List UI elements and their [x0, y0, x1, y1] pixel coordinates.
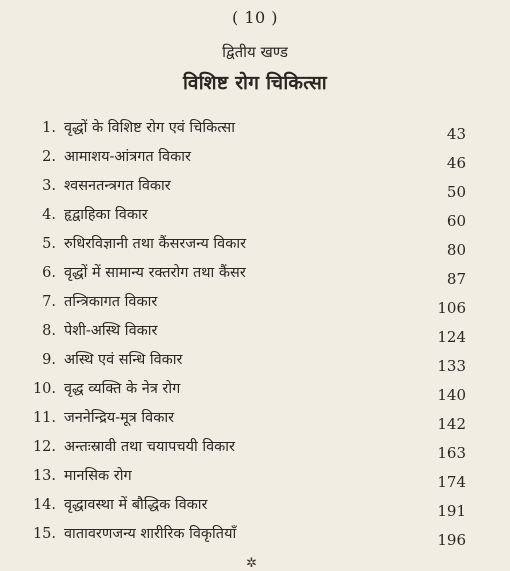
- toc-entry: [0, 350, 510, 379]
- toc-entry-number: 7.: [42, 294, 56, 310]
- toc-entry-page: 196: [437, 531, 466, 549]
- toc-entry: [0, 234, 510, 263]
- toc-entry-number: 8.: [42, 323, 56, 339]
- toc-entry: [0, 118, 510, 147]
- toc-entry-page: 46: [446, 154, 466, 172]
- toc-entry-title: अस्थि एवं सन्धि विकार: [64, 352, 183, 368]
- toc-entry: [0, 524, 510, 553]
- toc-entry-title: वातावरणजन्य शारीरिक विकृतियाँ: [64, 526, 237, 542]
- page-number: ( 10 ): [231, 8, 278, 27]
- toc-entry: [0, 408, 510, 437]
- toc-entry-number: 1.: [42, 120, 56, 136]
- toc-entry-title: वृद्ध व्यक्ति के नेत्र रोग: [64, 381, 181, 397]
- toc-entry-page: 106: [437, 299, 466, 317]
- toc-entry: [0, 176, 510, 205]
- toc-entry-page: 174: [437, 473, 466, 491]
- toc-entry-number: 9.: [42, 352, 56, 368]
- toc-entry-page: 133: [437, 357, 466, 375]
- toc-entry-title: वृद्धों के विशिष्ट रोग एवं चिकित्सा: [64, 120, 235, 136]
- toc-entry-number: 11.: [32, 410, 56, 426]
- toc-entry-title: पेशी-अस्थि विकार: [64, 323, 158, 339]
- toc-entry-title: जननेन्द्रिय-मूत्र विकार: [64, 410, 175, 426]
- toc-entry: [0, 495, 510, 524]
- toc-entry-number: 15.: [32, 526, 56, 542]
- toc-entry-title: मानसिक रोग: [64, 468, 132, 484]
- toc-entry-number: 5.: [42, 236, 56, 252]
- toc-entry: [0, 205, 510, 234]
- toc-entry-number: 14.: [32, 497, 56, 513]
- toc-entry-number: 10.: [32, 381, 56, 397]
- toc-entry-title: आमाशय-आंत्रगत विकार: [64, 149, 191, 165]
- toc-entry-number: 13.: [32, 468, 56, 484]
- toc-entry-title: तन्त्रिकागत विकार: [64, 294, 158, 310]
- toc-entry-title: वृद्धावस्था में बौद्धिक विकार: [64, 497, 208, 513]
- toc-entry-number: 3.: [42, 178, 56, 194]
- toc-entry: [0, 292, 510, 321]
- toc-entry-number: 4.: [42, 207, 56, 223]
- toc-entry-number: 12.: [32, 439, 56, 455]
- ornament-icon: ✲: [246, 556, 257, 571]
- toc-entry-page: 124: [437, 328, 466, 346]
- toc-entry-page: 43: [446, 125, 466, 143]
- toc-entry-number: 2.: [42, 149, 56, 165]
- toc-entry-number: 6.: [42, 265, 56, 281]
- toc-entry: [0, 263, 510, 292]
- toc-entry-title: रुधिरविज्ञानी तथा कैंसरजन्य विकार: [64, 236, 247, 252]
- toc-entry-page: 163: [437, 444, 466, 462]
- toc-entry-title: श्वसनतन्त्रगत विकार: [64, 178, 171, 194]
- toc-entry-page: 140: [437, 386, 466, 404]
- toc-entry-page: 87: [446, 270, 466, 288]
- toc-entry-title: हृद्वाहिका विकार: [64, 207, 148, 223]
- toc-entry: [0, 466, 510, 495]
- table-of-contents: [0, 118, 510, 553]
- toc-entry: [0, 321, 510, 350]
- toc-entry-page: 60: [446, 212, 466, 230]
- toc-entry: [0, 437, 510, 466]
- toc-entry-title: वृद्धों में सामान्य रक्तरोग तथा कैंसर: [64, 265, 246, 281]
- page-title: विशिष्ट रोग चिकित्सा: [182, 72, 328, 94]
- toc-entry: [0, 147, 510, 176]
- toc-entry-page: 191: [437, 502, 466, 520]
- toc-entry-title: अन्तःस्रावी तथा चयापचयी विकार: [64, 439, 235, 455]
- toc-entry-page: 50: [446, 183, 466, 201]
- toc-entry-page: 142: [437, 415, 466, 433]
- toc-entry-page: 80: [446, 241, 466, 259]
- section-heading: द्वितीय खण्ड: [222, 43, 288, 61]
- toc-entry: [0, 379, 510, 408]
